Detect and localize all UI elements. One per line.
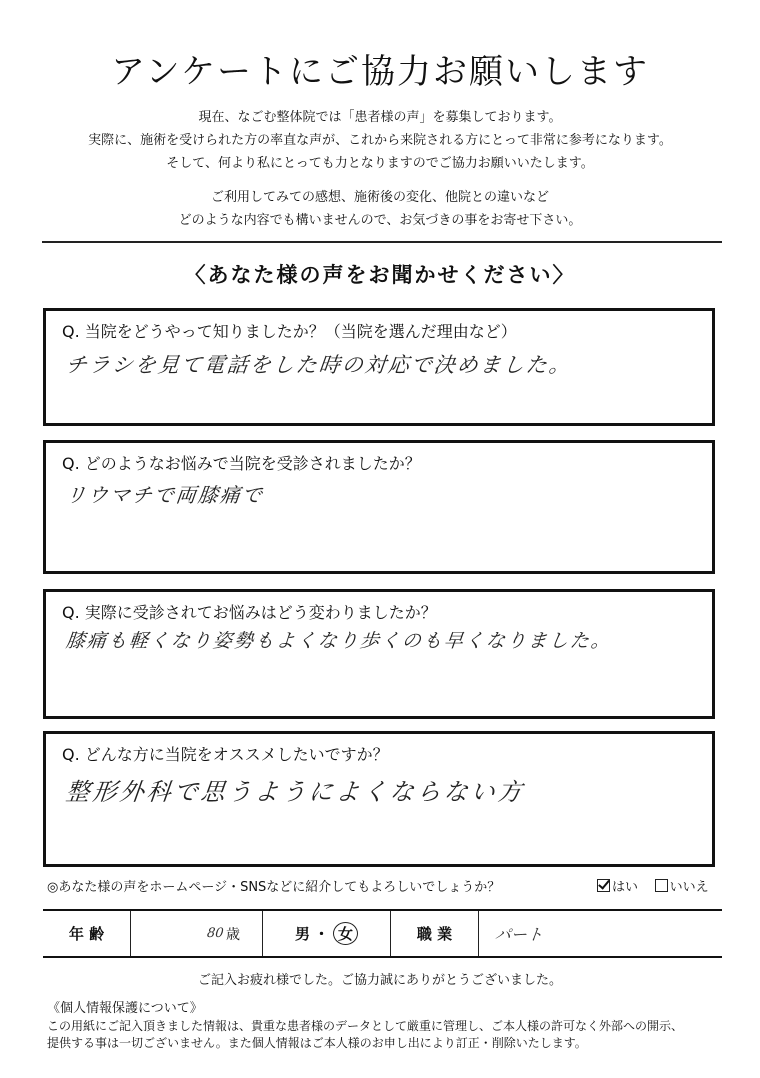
question-text: Q. どのようなお悩みで当院を受診されましたか？ [62, 454, 421, 473]
job-value: パート [493, 925, 544, 944]
question-box-1[interactable] [43, 308, 715, 426]
question-text: Q. 当院をどうやって知りましたか？（当院を選んだ理由など） [62, 322, 517, 341]
age-label: 年 齢 [43, 911, 131, 956]
consent-options [597, 876, 709, 895]
page-title: アンケートにご協力お願いします [111, 52, 649, 92]
checkbox-icon[interactable] [655, 879, 668, 892]
intro-line: 現在、なごむ整体院では「患者様の声」を募集しております。 [198, 110, 562, 125]
checkbox-checked-icon[interactable] [597, 879, 610, 892]
consent-question: ◎あなた様の声をホームページ・SNSなどに紹介してもよろしいでしょうか？ [47, 880, 501, 895]
question-box-4[interactable] [43, 731, 715, 867]
age-value: 80 [206, 926, 225, 941]
question-box-2[interactable] [43, 440, 715, 574]
thanks-message: ご記入お疲れ様でした。ご協力誠にありがとうございました。 [197, 973, 562, 988]
job-field[interactable] [479, 911, 722, 956]
intro-line: どのような内容でも構いませんので、お気づきの事をお寄せ下さい。 [178, 213, 582, 228]
age-unit: 歳 [226, 926, 240, 943]
section-subtitle: 〈あなた様の声をお聞かせください〉 [184, 263, 576, 287]
answer-text: リウマチで両膝痛で [64, 483, 266, 507]
answer-text: チラシを見て電話をした時の対応で決めました。 [64, 353, 574, 377]
gender-female: 女 [333, 922, 358, 945]
gender-male: 男 [294, 925, 310, 943]
divider [42, 241, 722, 243]
consent-row [47, 876, 737, 895]
consent-no-label: いいえ [669, 880, 709, 895]
answer-text: 整形外科で思うようによくならない方 [64, 778, 527, 806]
consent-yes-label: はい [612, 880, 639, 895]
respondent-info-table [43, 909, 722, 958]
question-box-3[interactable] [43, 589, 715, 719]
intro-text [0, 106, 760, 232]
privacy-line: 提供する事は一切ございません。また個人情報はご本人様のお申し出により訂正・削除いたします。 [47, 1036, 587, 1050]
age-field[interactable] [131, 911, 263, 956]
consent-yes[interactable] [597, 880, 642, 895]
gender-field[interactable] [263, 911, 391, 956]
job-label: 職 業 [391, 911, 479, 956]
intro-line: そして、何より私にとっても力となりますのでご協力お願いいたします。 [166, 156, 594, 171]
privacy-text [47, 1018, 737, 1052]
gender-separator: ・ [313, 925, 329, 943]
intro-line: ご利用してみての感想、施術後の変化、他院との違いなど [210, 190, 549, 205]
answer-text: 膝痛も軽くなり姿勢もよくなり歩くのも早くなりました。 [64, 630, 614, 652]
privacy-line: この用紙にご記入頂きました情報は、貴重な患者様のデータとして厳重に管理し、ご本人様の許可なく外部への開示、 [47, 1019, 684, 1033]
consent-no[interactable] [655, 880, 709, 895]
question-text: Q. どんな方に当院をオススメしたいですか？ [62, 745, 389, 764]
question-text: Q. 実際に受診されてお悩みはどう変わりましたか？ [62, 603, 437, 622]
intro-line: 実際に、施術を受けられた方の率直な声が、これから来院される方にとって非常に参考になります。 [88, 133, 672, 148]
privacy-heading: 《個人情報保護について》 [47, 1001, 203, 1016]
